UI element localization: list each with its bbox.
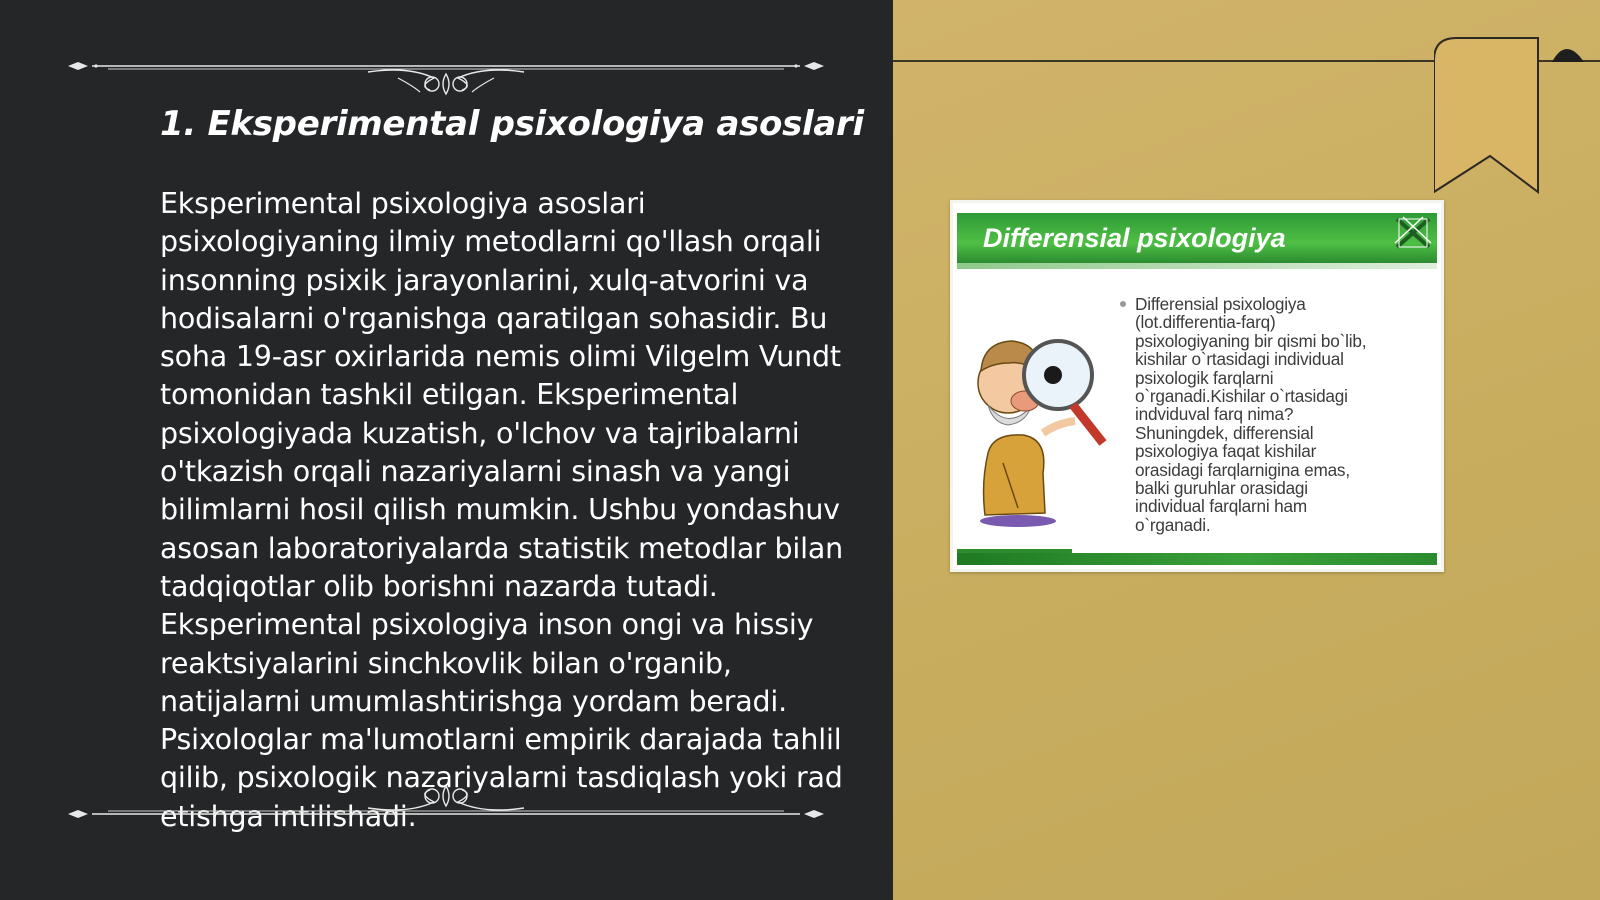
embedded-slide-image <box>950 200 1444 572</box>
slide-body-text: Eksperimental psixologiya asoslari psixologiyaning ilmiy metodlarni qo'llash orqali insonning psixik jarayonlarini, xulq-atvorini va hodisalarni o'rganishga qaratilgan sohasidir. Bu soha 19-asr oxirlarida nemis olimi Vilgelm Vundt tomonidan tashkil etilgan. Eksperimental psixologiyada kuzatish, o'lchov va tajribalarni o'tkazish orqali nazariyalarni sinash va yangi bilimlarni hosil qilish mumkin. Ushbu yondashuv asosan laboratoriyalarda statistik metodlar bilan tadqiqotlar olib borishni nazarda tutadi. Eksperimental psixologiya inson ongi va hissiy reaktsiyalarini sinchkovlik bilan o'rganib, natijalarni umumlashtirishga yordam beradi. Psixologlar ma'lumotlarni empirik darajada tahlil qilib, psixologik nazariyalarni tasdiqlash yoki rad etishga intilishadi. <box>160 187 843 833</box>
bullet-marker <box>1120 301 1126 307</box>
bookmark-ribbon-icon <box>1434 36 1594 196</box>
card-header-shade <box>957 263 1437 269</box>
right-panel <box>893 0 1600 900</box>
card-title: Differensial psixologiya <box>983 223 1286 253</box>
magnifying-glass-detective-icon <box>963 323 1113 533</box>
slide-title: 1. Eksperimental psixologiya asoslari <box>160 104 864 144</box>
ornamental-divider-top <box>68 56 824 96</box>
close-icon <box>1393 215 1433 251</box>
card-bullet-text: Differensial psixologiya (lot.differentia-farq) psixologiyaning bir qismi bo`lib, kishilar o`rtasidagi individual psixologik farqlarni o`rganadi.Kishilar o`rtasidagi indviduval farq nima? Shuningdek, differensial psixologiya faqat kishilar orasidagi farqlarnigina emas, balki guruhlar orasidagi individual farqlarni ham o`rganadi. <box>1135 294 1367 535</box>
card-footer <box>957 553 1437 565</box>
ornamental-divider-bottom <box>68 786 824 826</box>
